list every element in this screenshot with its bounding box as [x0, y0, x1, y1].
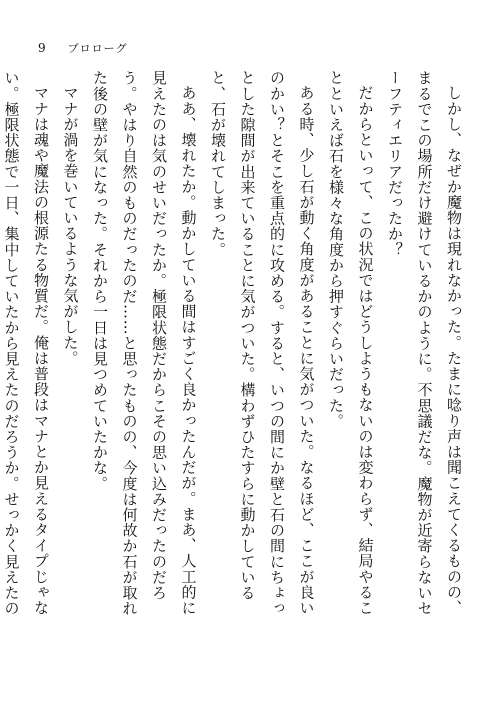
page-number: 9 — [38, 41, 46, 55]
paragraph: ああ、壊れたか。動かしている間はすごく良かったんだが。まあ、人工的に見えたのは気のせいだったか。極限状態だからこその思い込みだったのだろう。やはり自然のものだったのだ……と思ったものの、今度は何故か石が取れた後の壁が気になった。それから一日は見つめていたかな。 — [91, 70, 198, 616]
chapter-title: プロローグ — [67, 42, 128, 55]
vertical-text-body — [2, 70, 468, 630]
paragraph: マナは魂や魔法の根源たる物質だ。俺は普段はマナとか見えるタイプじゃない。極限状態で一日、集中していたから見えたのだろうか。せっかく見えたの — [2, 70, 50, 616]
running-header — [38, 40, 128, 56]
paragraph: しかし、なぜか魔物は現れなかった。たまに唸り声は聞こえてくるものの、まるでこの場所だけ避けているかのように。不思議だな。魔物が近寄らないセーフティエリアだったか？ — [386, 70, 463, 616]
paragraph: だからといって、この状況ではどうしようもないのは変わらず、結局やることといえば石を様々な角度から押すぐらいだった。 — [327, 70, 375, 616]
paragraph: マナが渦を巻いているような気がした。 — [61, 85, 80, 366]
paragraph: ある時、少し石が動く角度があることに気がついた。なるほど、ここが良いのかい？とそこを重点的に攻める。すると、いつの間にか壁と石の間にちょっとした隙間が出来ていることに気がついた。構わずひたすらに動かしていると、石が壊れてしまった。 — [209, 70, 316, 616]
